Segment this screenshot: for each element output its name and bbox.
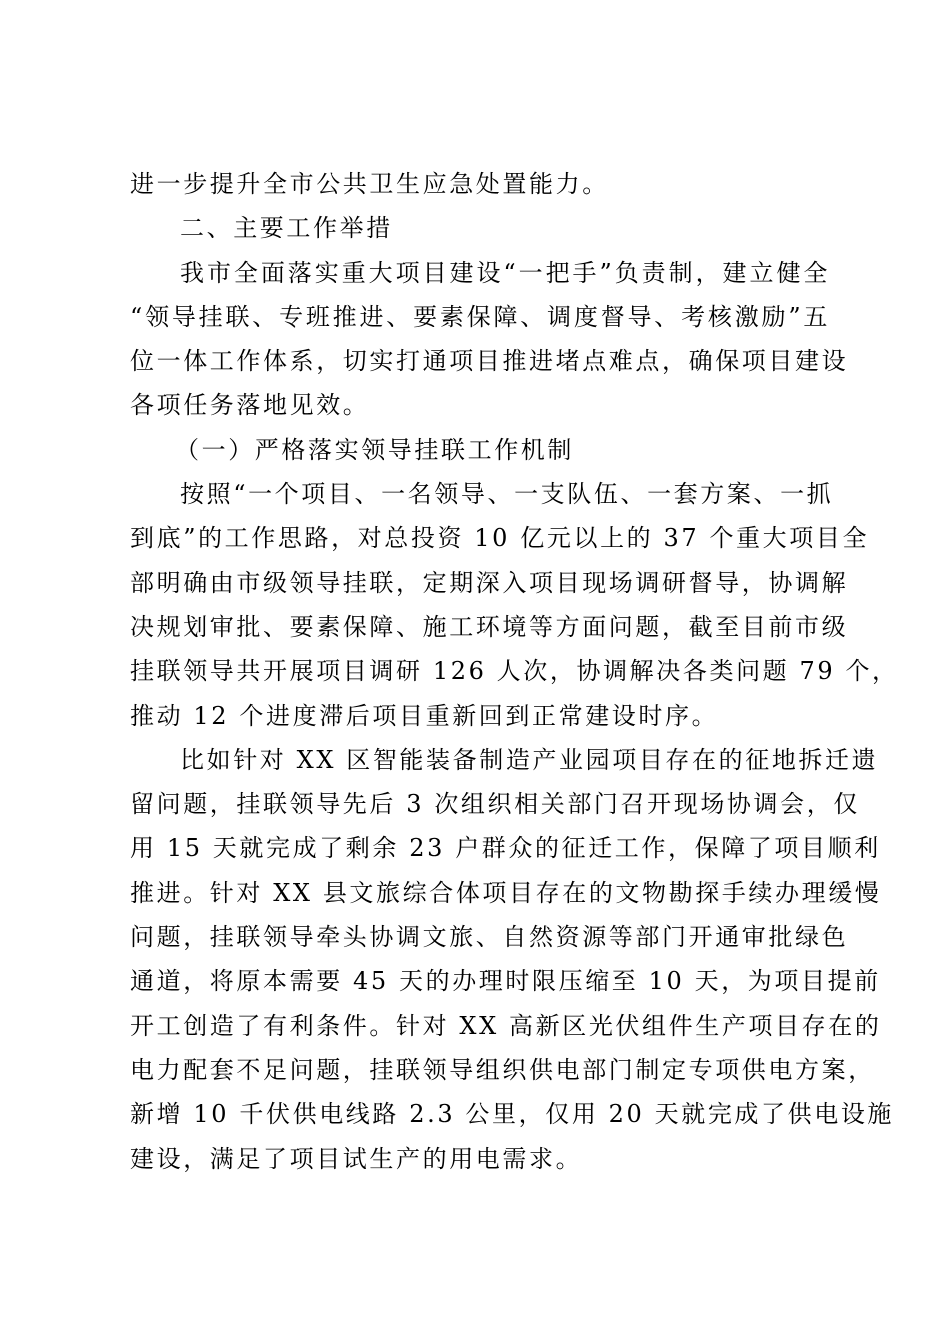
paragraph-line: 留问题，挂联领导先后 3 次组织相关部门召开现场协调会，仅 bbox=[130, 790, 860, 819]
paragraph-line: 按照“一个项目、一名领导、一支队伍、一套方案、一抓 bbox=[180, 480, 834, 509]
subsection-heading: （一）严格落实领导挂联工作机制 bbox=[175, 435, 574, 464]
paragraph-line: 部明确由市级领导挂联，定期深入项目现场调研督导，协调解 bbox=[130, 568, 849, 597]
paragraph-line: 比如针对 XX 区智能装备制造产业园项目存在的征地拆迁遗 bbox=[180, 745, 879, 774]
paragraph-line: 位一体工作体系，切实打通项目推进堵点难点，确保项目建设 bbox=[130, 347, 849, 376]
paragraph-line: 用 15 天就完成了剩余 23 户群众的征迁工作，保障了项目顺利 bbox=[130, 834, 881, 863]
paragraph-line: 推进。针对 XX 县文旅综合体项目存在的文物勘探手续办理缓慢 bbox=[130, 878, 882, 907]
paragraph-line: 到底”的工作思路，对总投资 10 亿元以上的 37 个重大项目全 bbox=[130, 524, 870, 553]
paragraph-line: 电力配套不足问题，挂联领导组织供电部门制定专项供电方案， bbox=[130, 1055, 875, 1084]
paragraph-line: 各项任务落地见效。 bbox=[130, 391, 370, 420]
paragraph-line: 新增 10 千伏供电线路 2.3 公里，仅用 20 天就完成了供电设施 bbox=[130, 1100, 895, 1129]
paragraph-line: “领导挂联、专班推进、要素保障、调度督导、考核激励”五 bbox=[130, 302, 830, 331]
section-heading: 二、主要工作举措 bbox=[180, 214, 393, 243]
paragraph-line: 建设，满足了项目试生产的用电需求。 bbox=[130, 1144, 583, 1173]
paragraph-line: 决规划审批、要素保障、施工环境等方面问题，截至目前市级 bbox=[130, 612, 849, 641]
paragraph-line: 开工创造了有利条件。针对 XX 高新区光伏组件生产项目存在的 bbox=[130, 1011, 882, 1040]
paragraph-continuation-line: 进一步提升全市公共卫生应急处置能力。 bbox=[130, 170, 609, 198]
paragraph-line: 我市全面落实重大项目建设“一把手”负责制，建立健全 bbox=[180, 258, 830, 287]
paragraph-line: 通道，将原本需要 45 天的办理时限压缩至 10 天，为项目提前 bbox=[130, 967, 881, 996]
paragraph-line: 推动 12 个进度滞后项目重新回到正常建设时序。 bbox=[130, 701, 719, 730]
paragraph-line: 问题，挂联领导牵头协调文旅、自然资源等部门开通审批绿色 bbox=[130, 923, 849, 952]
paragraph-line: 挂联领导共开展项目调研 126 人次，协调解决各类问题 79 个， bbox=[130, 657, 899, 686]
document-page bbox=[130, 162, 899, 1181]
